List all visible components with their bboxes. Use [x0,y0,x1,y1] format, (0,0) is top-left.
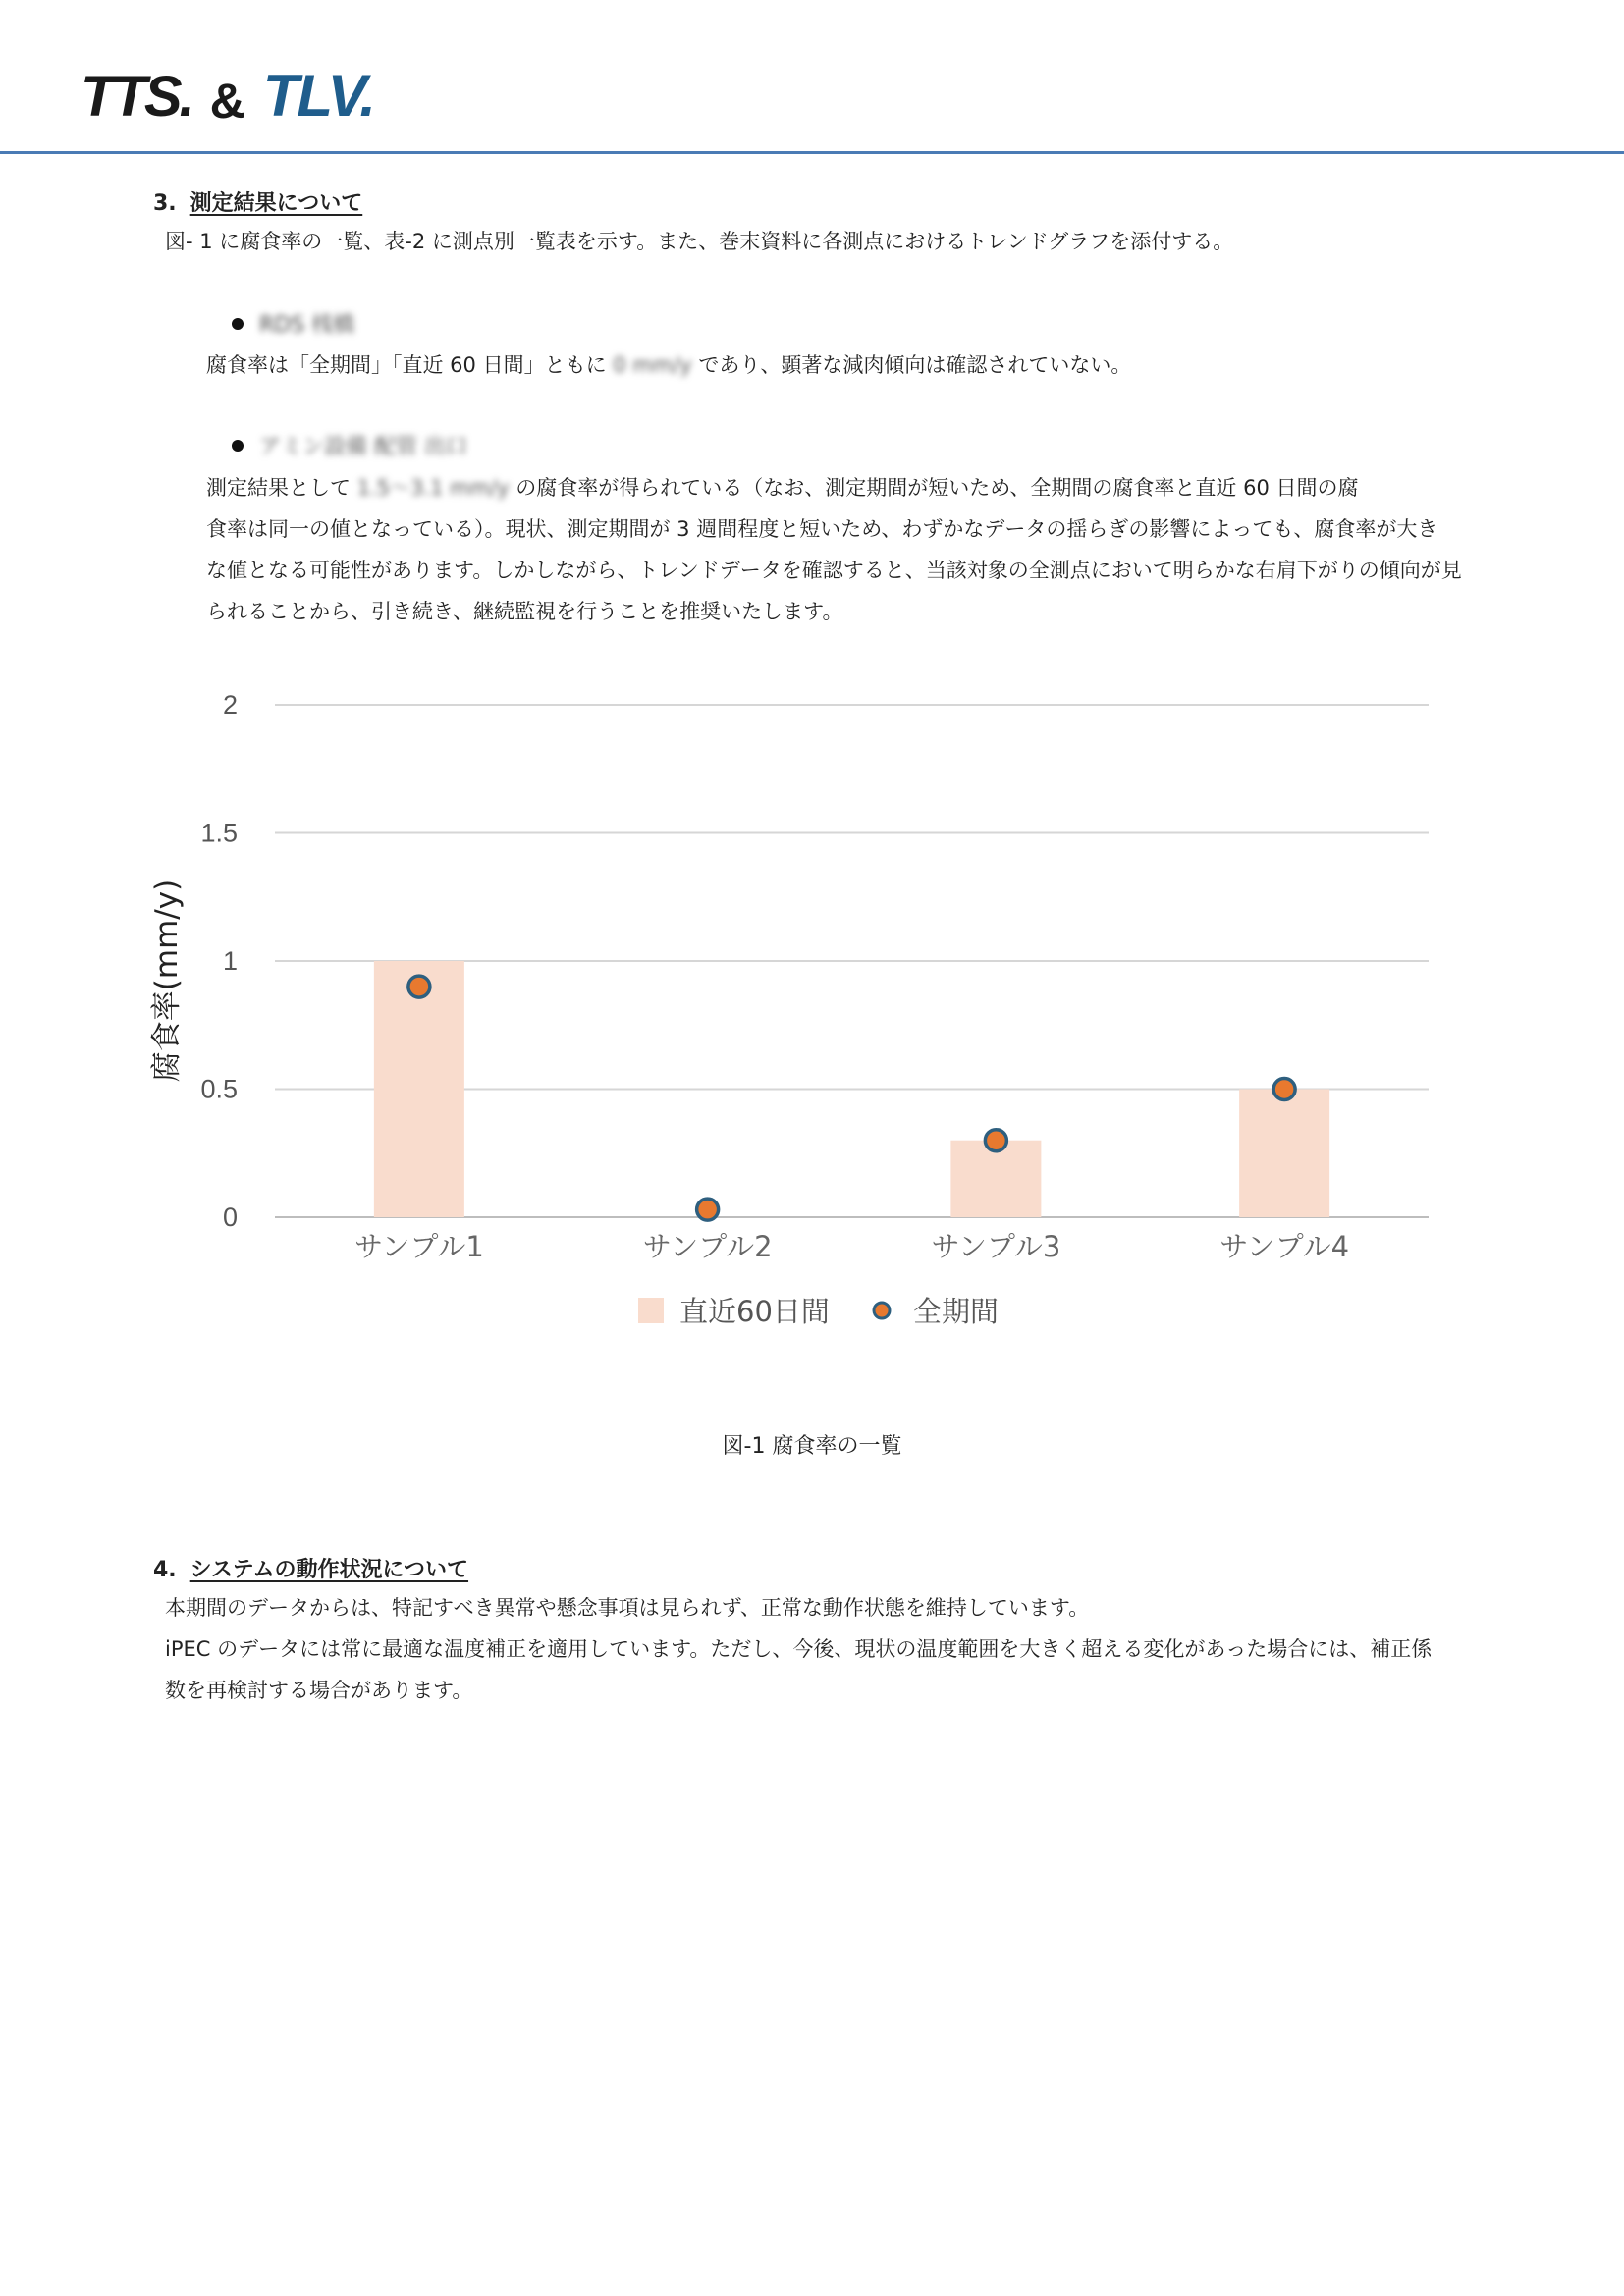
legend-label: 全期間 [913,1295,1000,1328]
bullet-amine-line1 [206,467,1522,508]
y-tick-label: 1 [222,946,238,976]
bullet-dot [232,318,244,330]
bullet-rds-label: RDS 桟橋 [259,313,355,338]
section4-line1: 本期間のデータからは、特記すべき異常や懸念事項は見られず、正常な動作状態を維持しています。 [165,1596,1090,1620]
section4-body [165,1587,1540,1711]
figure-caption: 図-1 腐食率の一覧 [722,1434,902,1459]
y-axis-label: 腐食率(mm/y) [149,879,185,1083]
redacted-value: 1.5～3.1 mm/y [356,476,510,500]
bullet-dot [232,440,244,452]
bar [374,961,464,1217]
bullet-rds-text [206,345,1131,386]
y-tick-label: 2 [222,690,238,720]
y-tick-label: 0.5 [200,1074,238,1104]
data-point [408,976,430,997]
bullet-amine-line3: な値となる可能性があります。しかしながら、トレンドデータを確認すると、当該対象の全測点において明らかな右肩下がりの傾向が見 [206,559,1462,582]
logo-tlv: TLV. [262,63,374,129]
y-tick-label: 1.5 [200,818,238,848]
legend-swatch-bar [638,1298,664,1323]
bullet-amine-label: アミン設備 配管 出口 [259,435,467,459]
bullet-amine-line2: 食率は同一の値となっている）。現状、測定期間が 3 週間程度と短いため、わずかなデータの揺らぎの影響によっても、腐食率が大き [206,517,1438,541]
x-tick-label: サンプル1 [353,1230,484,1263]
bullet-rds-text-before: 腐食率は「全期間」「直近 60 日間」ともに [206,353,607,377]
legend-swatch-point [874,1303,890,1318]
corrosion-rate-chart [137,677,1453,1345]
section4-line2: iPEC のデータには常に最適な温度補正を適用しています。ただし、今後、現状の温度範囲を大きく超える変化があった場合には、補正係 [165,1637,1433,1661]
bar [1239,1090,1329,1218]
legend-label: 直近60日間 [679,1295,830,1328]
data-point [1273,1079,1295,1100]
company-logo [81,61,374,130]
x-tick-label: サンプル4 [1219,1230,1350,1263]
section3-number: 3. [153,191,177,216]
bullet-rds-text-after: であり、顕著な減肉傾向は確認されていない。 [698,353,1132,377]
x-tick-label: サンプル2 [642,1230,773,1263]
x-tick-label: サンプル3 [931,1230,1061,1263]
bullet-amine-line4: られることから、引き続き、継続監視を行うことを推奨いたします。 [206,600,843,623]
data-point [697,1199,719,1220]
logo-ampersand: & [209,74,245,129]
bullet-amine-text [206,467,1522,632]
logo-tts: TTS. [81,65,192,129]
header-rule [0,151,1624,154]
line1-after: の腐食率が得られている（なお、測定期間が短いため、全期間の腐食率と直近 60 日間の腐 [515,476,1359,500]
section3-title: 測定結果について [189,191,363,216]
section4-heading [153,1553,468,1583]
line1-before: 測定結果として [206,476,351,500]
redacted-value: 0 mm/y [613,353,692,377]
section4-number: 4. [153,1558,177,1582]
section3-heading [153,187,362,217]
bullet-rds [232,308,354,339]
data-point [985,1130,1006,1151]
section3-intro: 図- 1 に腐食率の一覧、表-2 に測点別一覧表を示す。また、巻末資料に各測点におけるトレンドグラフを添付する。 [165,230,1234,253]
section4-line3: 数を再検討する場合があります。 [165,1679,473,1702]
section4-title: システムの動作状況について [189,1558,469,1582]
bullet-amine [232,430,467,460]
y-tick-label: 0 [222,1202,238,1232]
